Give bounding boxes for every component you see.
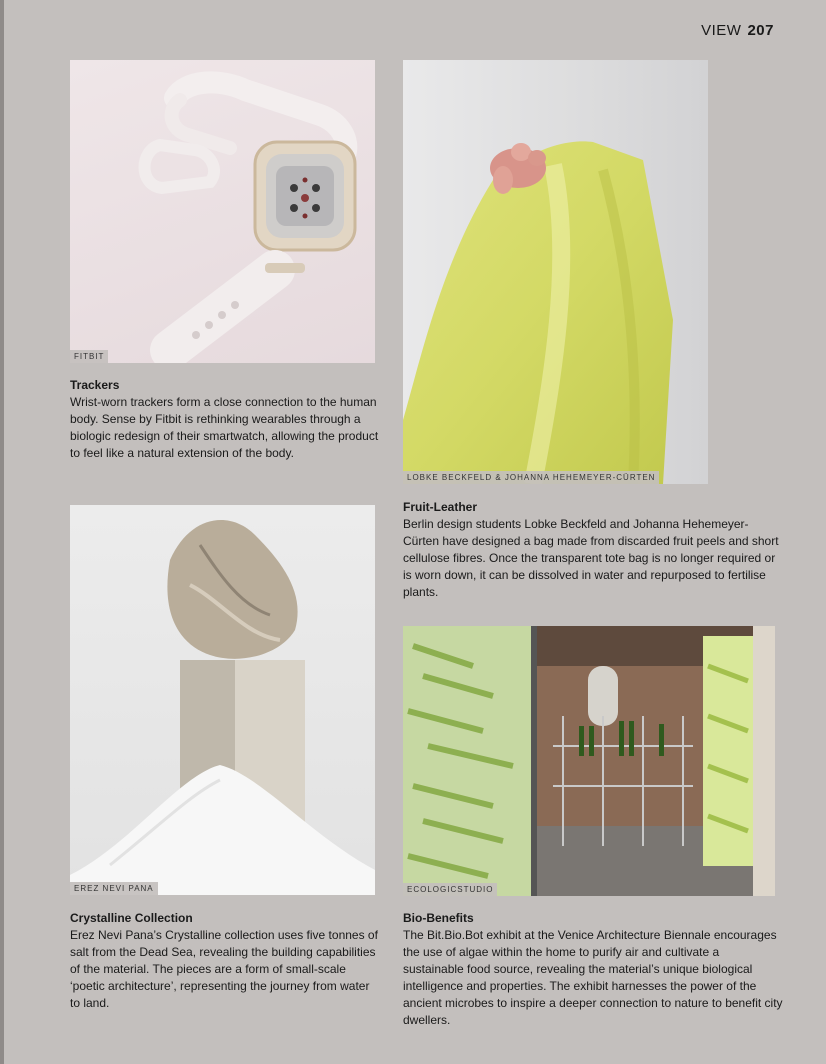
caption-title: Fruit-Leather	[403, 500, 478, 514]
caption-title: Crystalline Collection	[70, 911, 193, 925]
caption-title: Bio-Benefits	[403, 911, 474, 925]
biobot-exhibit-photo	[403, 626, 775, 896]
fruit-leather-photo	[403, 60, 708, 484]
caption-body: Berlin design students Lobke Beckfeld and Johanna Hehemeyer-Cürten have designed a bag made from discarded fruit peels and short cellulose fibres. Once the transparent tote bag is no longer required or is worn down, it can be dissolved in water and repurposed to fertilise plants.	[403, 517, 779, 599]
page-number: 207	[747, 22, 774, 39]
salt-sculpture-illustration	[70, 505, 375, 895]
photo-credit: LOBKE BECKFELD & JOHANNA HEHEMEYER-CÜRTEN	[403, 471, 659, 484]
photo-credit: EREZ NEVI PANA	[70, 882, 158, 895]
page-edge-rule	[0, 0, 4, 1064]
caption-title: Trackers	[70, 378, 120, 392]
photo-credit: FITBIT	[70, 350, 108, 363]
page-folio	[701, 22, 774, 39]
smartwatch-illustration	[70, 60, 375, 363]
section-name: VIEW	[701, 22, 742, 39]
photo-credit: ECOLOGICSTUDIO	[403, 883, 497, 896]
leather-sheet-illustration	[403, 60, 708, 484]
bio-benefits-caption	[403, 910, 783, 1029]
caption-body: The Bit.Bio.Bot exhibit at the Venice Architecture Biennale encourages the use of algae within the home to purify air and cultivate a sustainable food source, revealing the material’s unique biological intelligence and properties. The exhibit harnesses the power of the ancient microbes to inspire a deeper connection to nature to benefit city dwellers.	[403, 928, 783, 1027]
fruit-leather-caption	[403, 499, 783, 601]
caption-body: Wrist-worn trackers form a close connection to the human body. Sense by Fitbit is rethinking wearables through a biologic redesign of their smartwatch, allowing the product to feel like a natural extension of the body.	[70, 395, 379, 460]
caption-body: Erez Nevi Pana’s Crystalline collection uses five tonnes of salt from the Dead Sea, revealing the building capabilities of the material. The pieces are a form of small-scale ‘poetic architecture’, representing the journey from water to land.	[70, 928, 378, 1010]
trackers-caption	[70, 377, 380, 462]
crystalline-caption	[70, 910, 380, 1012]
crystalline-photo	[70, 505, 375, 895]
biobot-installation-illustration	[403, 626, 775, 896]
fitbit-photo	[70, 60, 375, 363]
